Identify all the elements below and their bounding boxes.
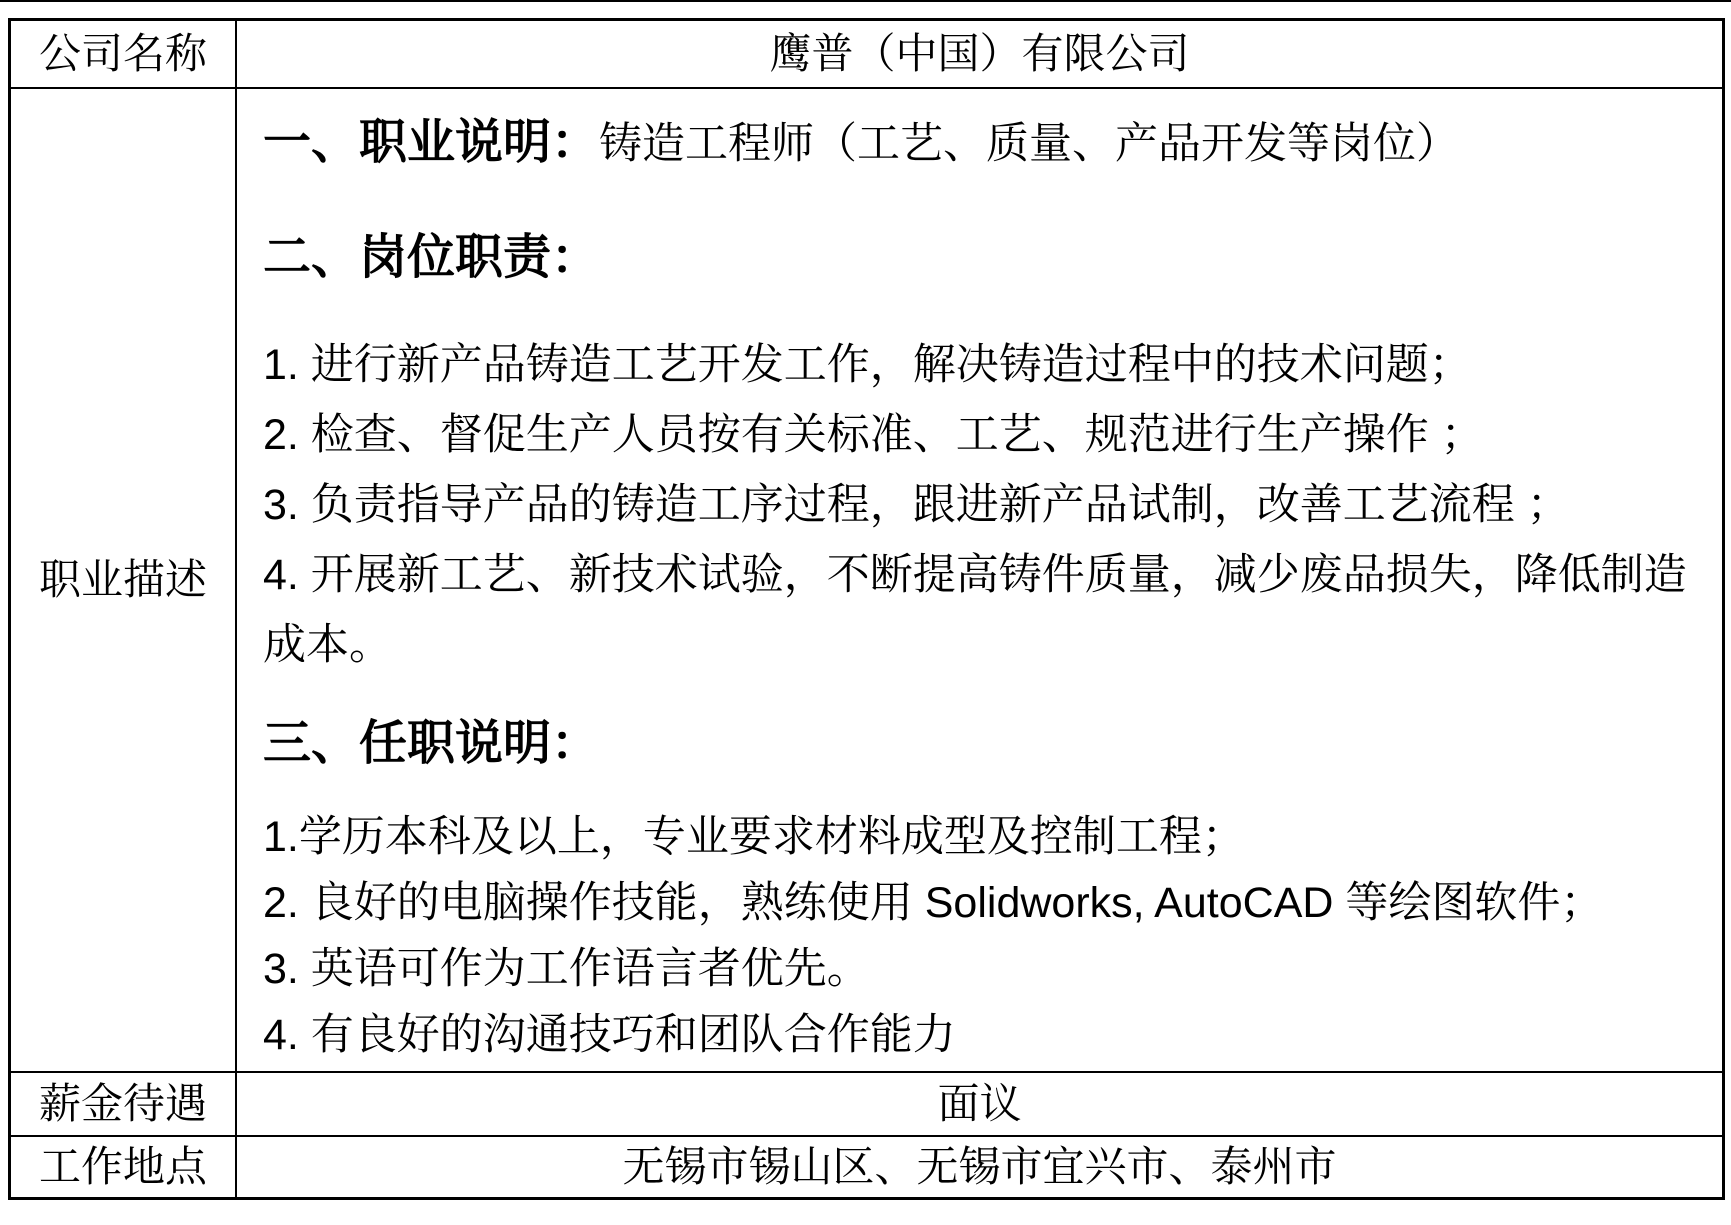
qualification-item: 4. 有良好的沟通技巧和团队合作能力 [263, 1011, 956, 1059]
qualification-item: 3. 英语可作为工作语言者优先。 [263, 945, 870, 993]
duties-list [263, 330, 1702, 680]
job-description-table [8, 18, 1725, 1200]
section-occupation [263, 113, 1702, 174]
duty-item: 4. 开展新工艺、新技术试验，不断提高铸件质量，减少废品损失，降低制造成本。 [263, 551, 1687, 669]
section-occupation-text: 铸造工程师（工艺、质量、产品开发等岗位） [599, 120, 1460, 168]
work-location-label: 工作地点 [11, 1137, 237, 1197]
qualification-item: 2. 良好的电脑操作技能，熟练使用 Solidworks, AutoCAD 等绘图软件； [263, 879, 1604, 927]
work-location-value: 无锡市锡山区、无锡市宜兴市、泰州市 [622, 1142, 1337, 1190]
salary-label: 薪金待遇 [11, 1073, 237, 1137]
duty-item: 1. 进行新产品铸造工艺开发工作，解决铸造过程中的技术问题； [263, 341, 1472, 389]
salary-value: 面议 [237, 1073, 1722, 1137]
company-name-value: 鹰普（中国）有限公司 [237, 21, 1722, 89]
section-occupation-heading: 一、职业说明： [263, 116, 600, 169]
job-description-label: 职业描述 [11, 89, 237, 1073]
job-description-cell [237, 89, 1722, 1073]
qualifications-list [263, 804, 1702, 1068]
section-qualifications-heading: 三、任职说明： [263, 717, 600, 770]
duty-item: 2. 检查、督促生产人员按有关标准、工艺、规范进行生产操作 ； [263, 411, 1484, 459]
duty-item: 3. 负责指导产品的铸造工序过程，跟进新产品试制，改善工艺流程 ； [263, 481, 1570, 529]
section-duties-heading: 二、岗位职责： [263, 231, 600, 284]
company-name-label: 公司名称 [11, 21, 237, 89]
top-rule [0, 0, 1731, 2]
qualification-item: 1.学历本科及以上，专业要求材料成型及控制工程； [263, 813, 1245, 861]
